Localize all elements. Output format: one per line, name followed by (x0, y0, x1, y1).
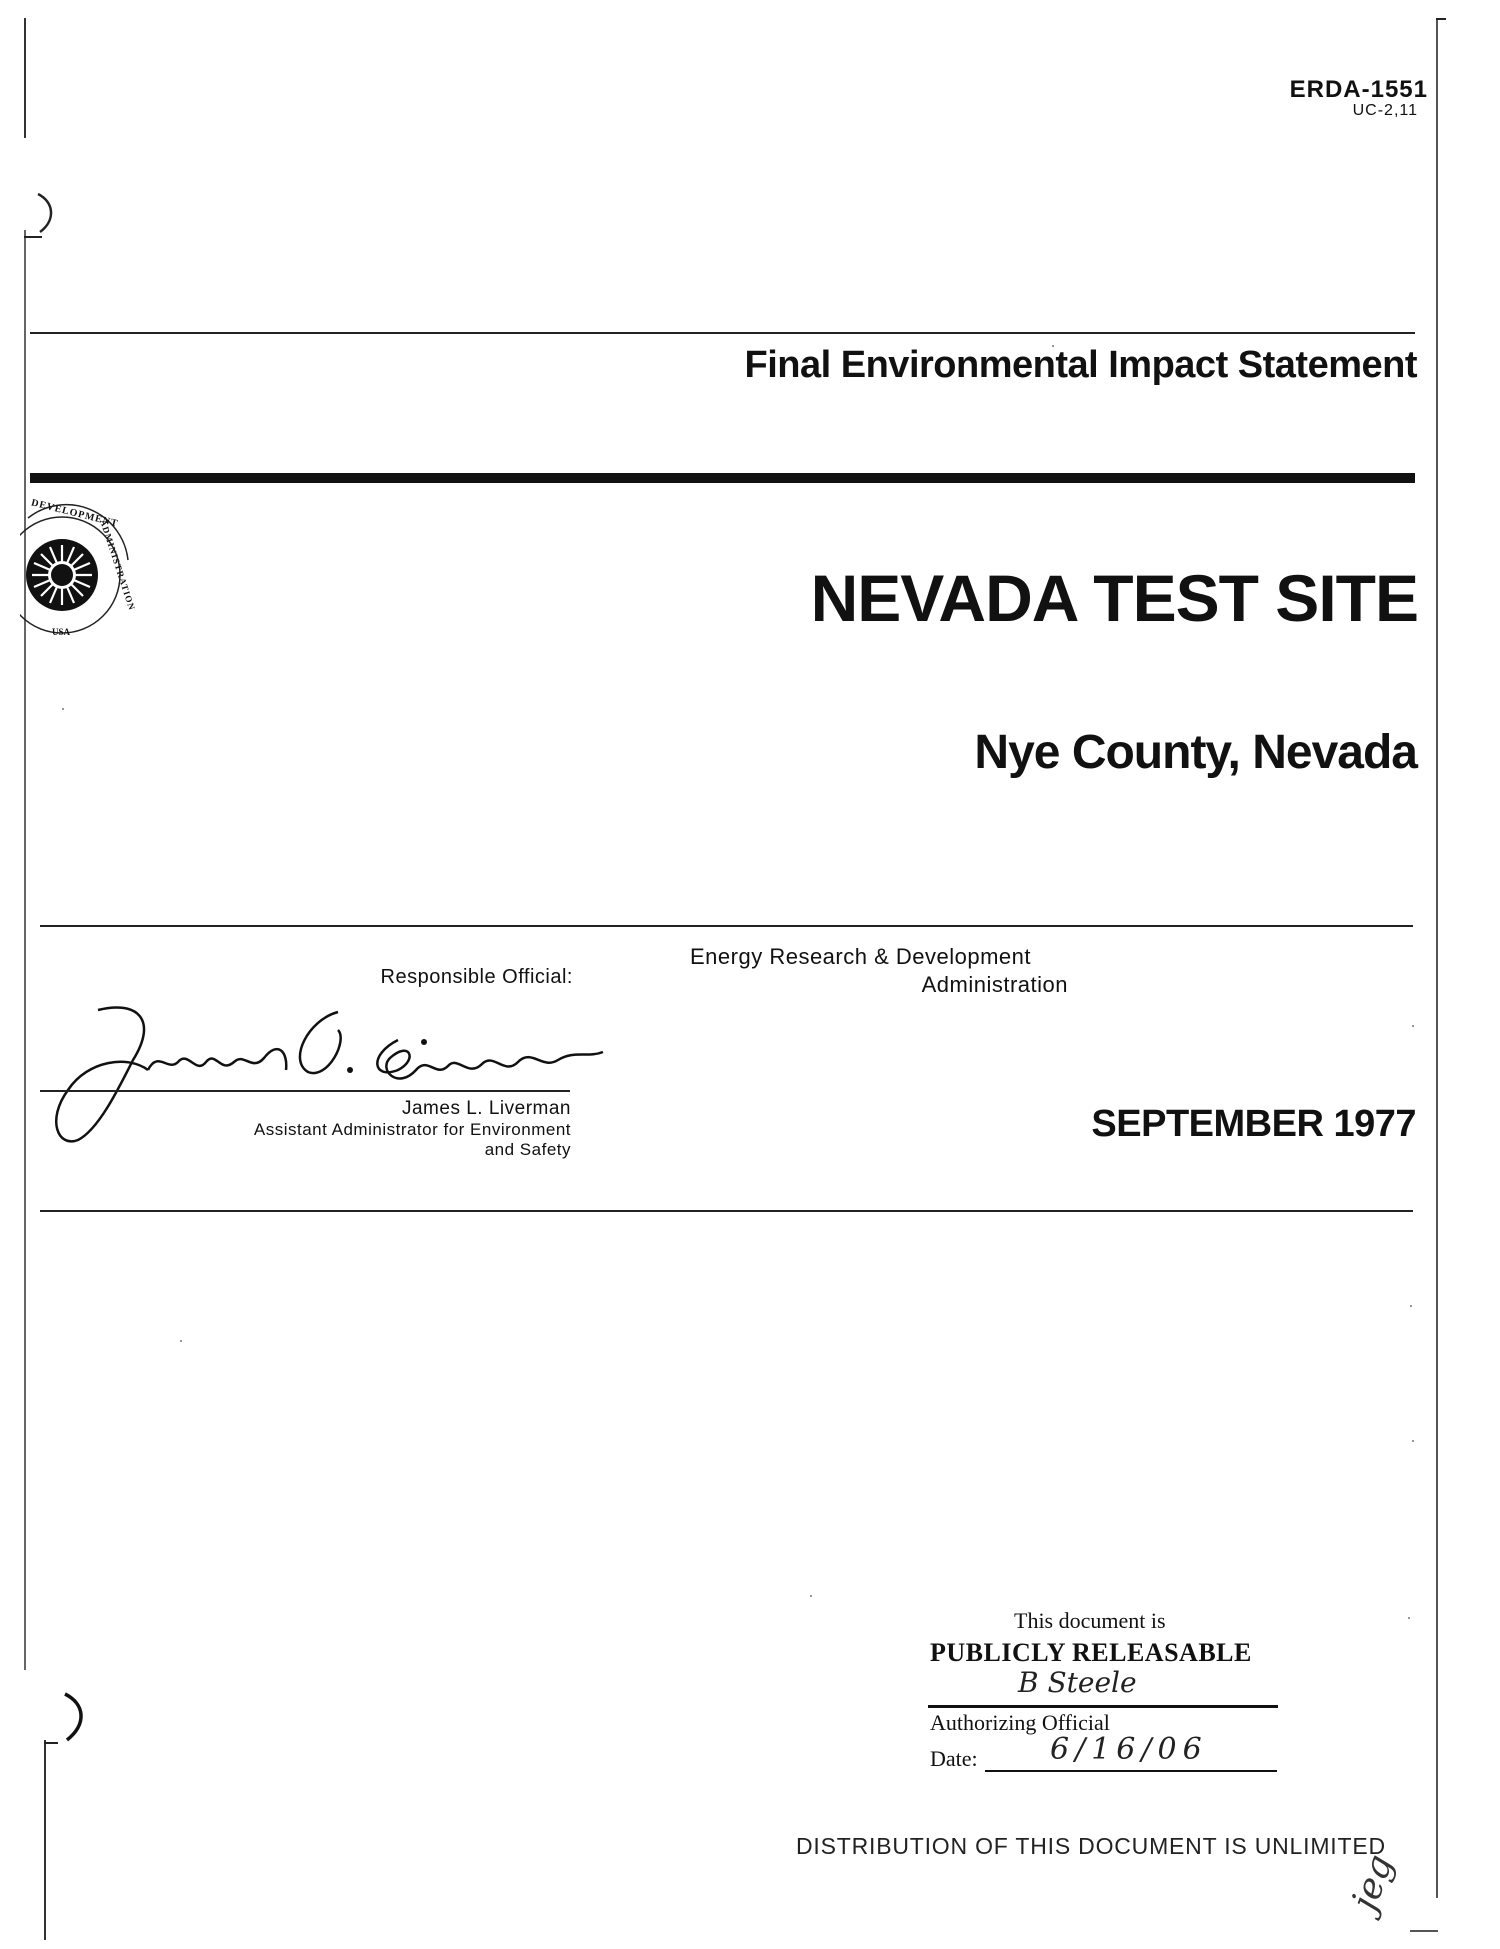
left-scan-edge (24, 18, 26, 138)
seal-text-bottom: USA (52, 627, 71, 637)
title-bar-divider (30, 473, 1415, 483)
scan-speck (62, 708, 64, 710)
right-scan-edge (1436, 18, 1438, 1898)
authorizing-official-label: Authorizing Official (930, 1710, 1110, 1735)
document-type: Final Environmental Impact Statement (744, 344, 1417, 386)
left-scan-edge (44, 1740, 46, 1940)
publication-date: SEPTEMBER 1977 (1091, 1103, 1416, 1145)
scan-speck (1410, 1305, 1412, 1307)
handwritten-initials: jeg (1344, 1849, 1402, 1916)
binder-hole-mark (30, 190, 70, 240)
official-title-line2: and Safety (484, 1140, 571, 1159)
signature-line (40, 1090, 570, 1092)
scan-speck (1408, 1617, 1410, 1619)
scan-speck (810, 1595, 812, 1597)
responsible-official-label: Responsible Official: (380, 966, 573, 988)
seal-text-right: ADMINISTRATION (98, 518, 138, 612)
release-stamp-line2: PUBLICLY RELEASABLE (930, 1638, 1252, 1667)
release-date-line (985, 1770, 1277, 1772)
official-section-top-divider (40, 925, 1413, 927)
binder-hole-mark (55, 1690, 95, 1750)
agency-line2: Administration (921, 972, 1068, 997)
scan-speck (1412, 1025, 1414, 1027)
scan-speck (180, 1340, 182, 1342)
release-stamp-line1: This document is (1014, 1608, 1166, 1633)
official-title-line1: Assistant Administrator for Environment (253, 1120, 571, 1139)
page-title: NEVADA TEST SITE (810, 561, 1418, 635)
release-date-value: 6/16/06 (1050, 1732, 1208, 1767)
location-subtitle: Nye County, Nevada (974, 726, 1417, 779)
report-number: ERDA-1551 (1289, 76, 1428, 103)
authorizing-signature: B Steele (1018, 1666, 1137, 1699)
top-right-corner-mark (1436, 18, 1446, 20)
authorizing-signature-line (928, 1705, 1278, 1708)
seal-text-top: DEVELOPMENT (29, 497, 120, 530)
official-name: James L. Liverman (401, 1098, 571, 1119)
distribution-statement: DISTRIBUTION OF THIS DOCUMENT IS UNLIMITED (796, 1833, 1386, 1859)
category-codes: UC-2,11 (1352, 102, 1418, 119)
bottom-right-corner-mark (1410, 1930, 1438, 1932)
left-scan-edge (24, 230, 26, 1670)
scan-speck (1412, 1440, 1414, 1442)
agency-line1: Energy Research & Development (690, 944, 1031, 969)
release-date-label: Date: (930, 1746, 978, 1771)
official-section-bottom-divider (40, 1210, 1413, 1212)
top-divider (30, 332, 1415, 334)
